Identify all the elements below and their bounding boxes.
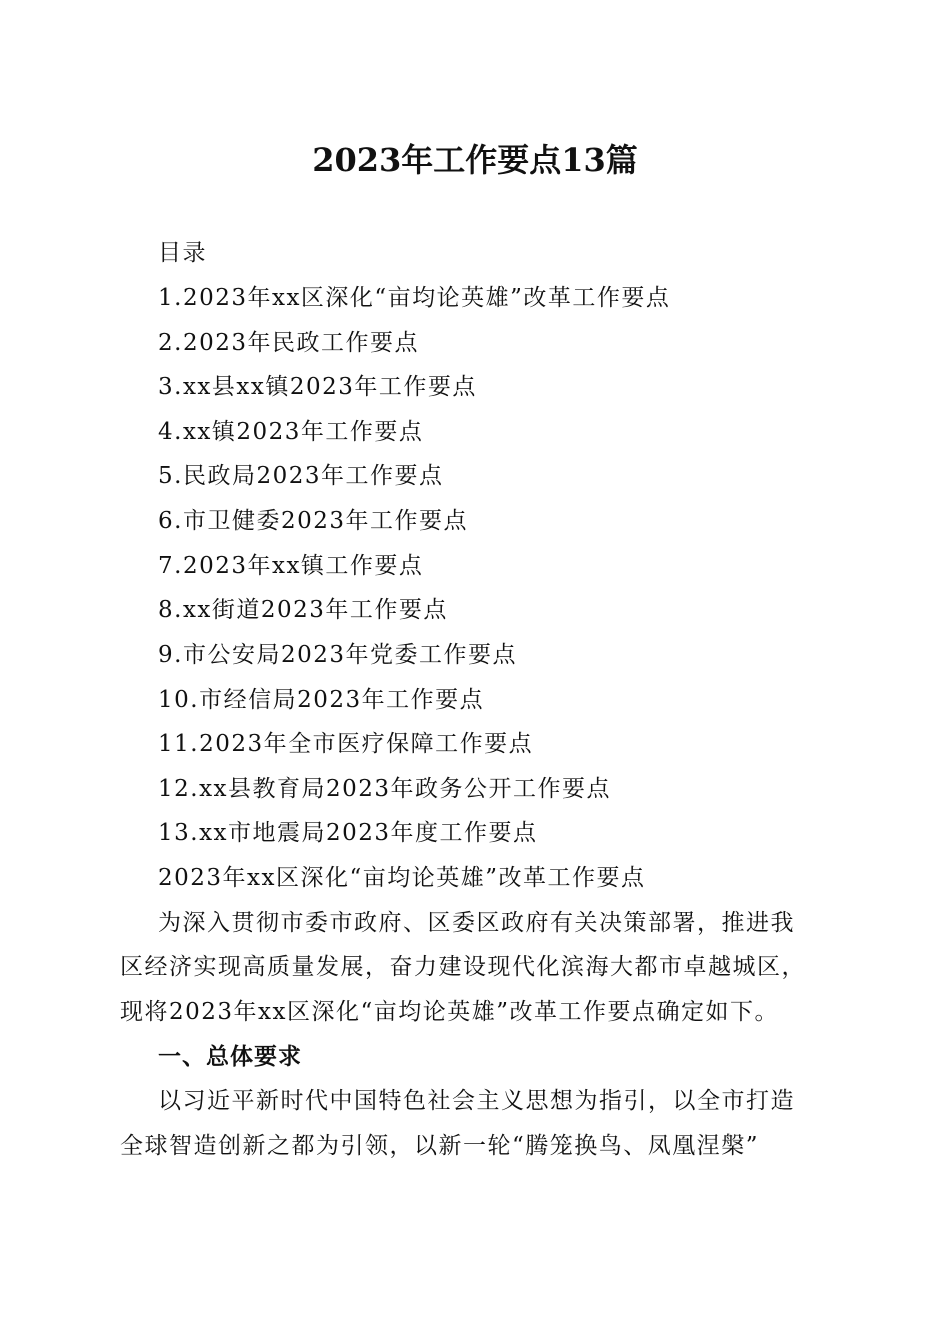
heading-general-requirements: 一、总体要求 (158, 1044, 302, 1070)
toc-item-10: 10.市经信局2023年工作要点 (158, 687, 485, 713)
toc-item-13: 13.xx市地震局2023年度工作要点 (158, 820, 538, 846)
toc-item-12: 12.xx县教育局2023年政务公开工作要点 (158, 776, 612, 802)
toc-item-8: 8.xx街道2023年工作要点 (158, 597, 448, 623)
body-line-2: 全球智造创新之都为引领，以新一轮“腾笼换鸟、凤凰涅槃” (120, 1133, 760, 1159)
toc-item-7: 7.2023年xx镇工作要点 (158, 553, 424, 579)
toc-item-4: 4.xx镇2023年工作要点 (158, 419, 424, 445)
intro-line-3: 现将2023年xx区深化“亩均论英雄”改革工作要点确定如下。 (120, 999, 779, 1025)
body-line-1: 以习近平新时代中国特色社会主义思想为指引，以全市打造 (158, 1088, 795, 1114)
document-title: 2023年工作要点13篇 (312, 141, 638, 179)
toc-item-11: 11.2023年全市医疗保障工作要点 (158, 731, 534, 757)
toc-label: 目录 (158, 240, 207, 266)
intro-line-2: 区经济实现高质量发展，奋力建设现代化滨海大都市卓越城区， (120, 954, 806, 980)
toc-item-5: 5.民政局2023年工作要点 (158, 463, 444, 489)
toc-item-2: 2.2023年民政工作要点 (158, 330, 419, 356)
toc-item-9: 9.市公安局2023年党委工作要点 (158, 642, 517, 668)
section-title: 2023年xx区深化“亩均论英雄”改革工作要点 (158, 865, 646, 891)
toc-item-3: 3.xx县xx镇2023年工作要点 (158, 374, 477, 400)
toc-item-6: 6.市卫健委2023年工作要点 (158, 508, 468, 534)
intro-line-1: 为深入贯彻市委市政府、区委区政府有关决策部署，推进我 (158, 910, 795, 936)
toc-item-1: 1.2023年xx区深化“亩均论英雄”改革工作要点 (158, 285, 671, 311)
